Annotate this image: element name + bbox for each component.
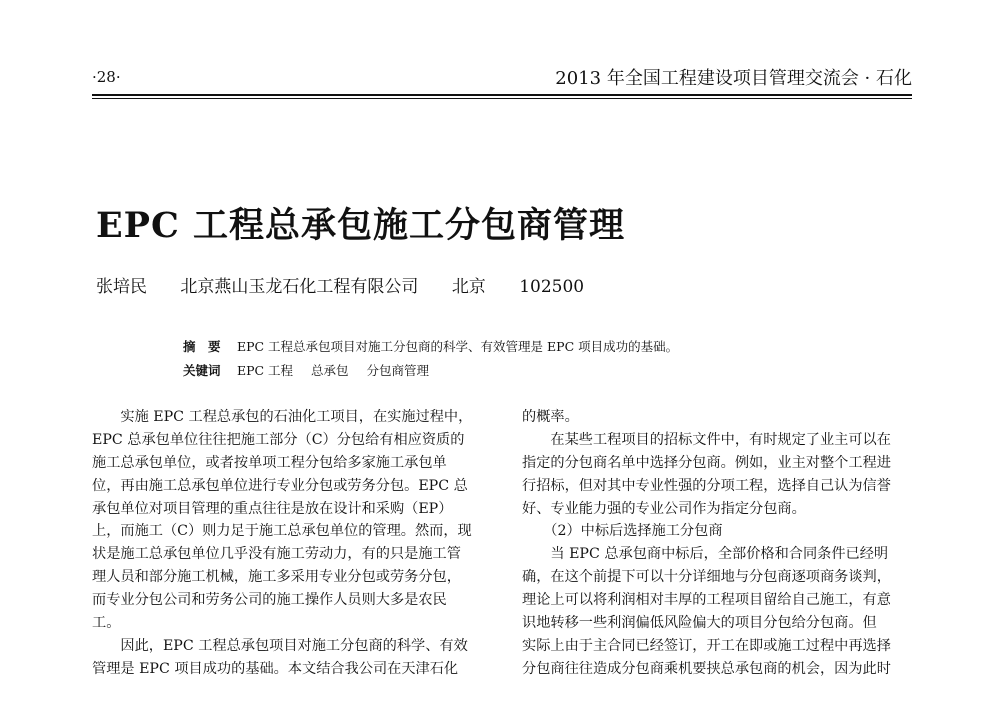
text-line: 管理是 EPC 项目成功的基础。本文结合我公司在天津石化 — [92, 660, 459, 677]
abstract-text: EPC 工程总承包项目对施工分包商的科学、有效管理是 EPC 项目成功的基础。 — [236, 339, 679, 354]
affiliation: 北京燕山玉龙石化工程有限公司 — [180, 277, 419, 297]
keyword: 分包商管理 — [366, 363, 430, 378]
page-number: ·28· — [92, 68, 121, 86]
text-line: 因此，EPC 工程总承包项目对施工分包商的科学、有效 — [92, 637, 468, 654]
text-line: 识地转移一些利润偏低风险偏大的项目分包给分包商。但 — [522, 615, 877, 632]
keywords-label: 关键词 — [183, 363, 221, 378]
keywords-row — [183, 361, 678, 385]
body-column-right — [522, 406, 914, 681]
text-line: 确，在这个前提下可以十分详细地与分包商逐项商务谈判， — [522, 569, 891, 586]
text-line: 施工总承包单位，或者按单项工程分包给多家施工承包单 — [92, 454, 447, 471]
text-line: 的概率。 — [522, 409, 579, 425]
section-heading: （2）中标后选择施工分包商 — [522, 523, 723, 540]
text-line: 位，再由施工总承包单位进行专业分包或劳务分包。EPC 总 — [92, 477, 468, 494]
text-line: 理人员和部分施工机械，施工多采用专业分包或劳务分包， — [92, 569, 461, 586]
text-line: 好、专业能力强的专业公司作为指定分包商。 — [522, 500, 806, 517]
text-line: 而专业分包公司和劳务公司的施工操作人员则大多是农民 — [92, 592, 447, 609]
author-name: 张培民 — [96, 277, 147, 297]
abstract-label: 摘 要 — [183, 339, 221, 354]
body-column-left — [92, 406, 496, 681]
text-line: 在某些工程项目的招标文件中，有时规定了业主可以在 — [522, 431, 891, 448]
text-line: 状是施工总承包单位几乎没有施工劳动力，有的只是施工管 — [92, 546, 461, 563]
text-line: 实际上由于主合同已经签订，开工在即或施工过程中再选择 — [522, 637, 891, 654]
journal-name: 2013 年全国工程建设项目管理交流会 · 石化 — [555, 68, 912, 89]
city: 北京 — [451, 277, 486, 297]
text-line: 行招标，但对其中专业性强的分项工程，选择自己认为信誉 — [522, 477, 891, 494]
header-rule-thick — [92, 94, 912, 96]
text-line: 工。 — [92, 615, 121, 632]
text-line: EPC 总承包单位往往把施工部分（C）分包给有相应资质的 — [92, 431, 465, 448]
abstract-block — [183, 337, 678, 385]
postcode: 102500 — [519, 277, 585, 297]
keyword: 总承包 — [311, 363, 349, 378]
byline — [96, 272, 612, 297]
text-line: 上，而施工（C）则力足于施工总承包单位的管理。然而，现 — [92, 523, 472, 540]
text-line: 实施 EPC 工程总承包的石油化工项目，在实施过程中， — [92, 409, 473, 425]
text-line: 当 EPC 总承包商中标后，全部价格和合同条件已经明 — [522, 546, 889, 563]
header-rule-thin — [92, 98, 912, 99]
text-line: 分包商往往造成分包商乘机要挟总承包商的机会，因为此时 — [522, 660, 891, 677]
abstract-row — [183, 337, 678, 361]
article-title: EPC 工程总承包施工分包商管理 — [96, 205, 626, 246]
text-line: 理论上可以将利润相对丰厚的工程项目留给自己施工，有意 — [522, 592, 891, 609]
text-line: 指定的分包商名单中选择分包商。例如，业主对整个工程进 — [522, 454, 891, 471]
running-header — [92, 62, 912, 92]
keyword: EPC 工程 — [236, 363, 294, 378]
text-line: 承包单位对项目管理的重点往往是放在设计和采购（EP） — [92, 500, 453, 517]
